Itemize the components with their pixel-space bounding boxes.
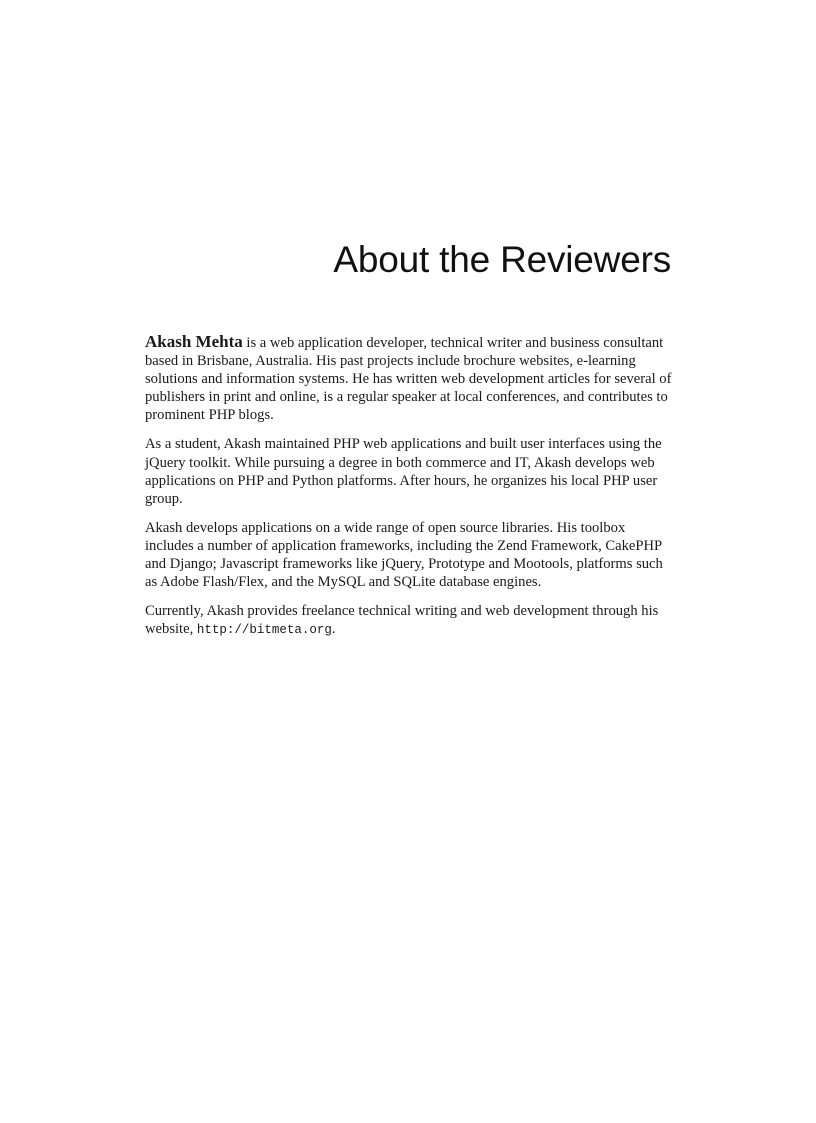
bio-paragraph-4-text: Currently, Akash provides freelance technical writing and web development through his website, (145, 603, 659, 638)
bio-paragraph-4 (145, 602, 673, 639)
bio-paragraph-4-end: . (331, 621, 336, 638)
bio-paragraph-1-text: is a web application developer, technical writer and business consultant based in Brisbane, Australia. His past projects include brochure websites, e-learning solutions and information systems. He has written web development articles for several of publishers in print and online, is a regular speaker at local conferences, and contributes to prominent PHP blogs. (145, 335, 672, 424)
bio-paragraph-3: Akash develops applications on a wide range of open source libraries. His toolbox includes a number of application frameworks, including the Zend Framework, CakePHP and Django; Javascript frameworks like jQuery, Prototype and Mootools, platforms such as Adobe Flash/Flex, and the MySQL and SQLite database engines. (145, 519, 663, 591)
website-url: http://bitmeta.org (196, 623, 332, 638)
reviewer-name: Akash Mehta (145, 332, 243, 351)
bio-paragraph-1 (145, 333, 673, 424)
reviewer-bio (145, 333, 673, 650)
bio-paragraph-2: As a student, Akash maintained PHP web applications and built user interfaces using the jQuery toolkit. While pursuing a degree in both commerce and IT, Akash develops web applications on PHP and Python platforms. After hours, he organizes his local PHP user group. (145, 436, 662, 507)
page-title: About the Reviewers (333, 239, 671, 280)
